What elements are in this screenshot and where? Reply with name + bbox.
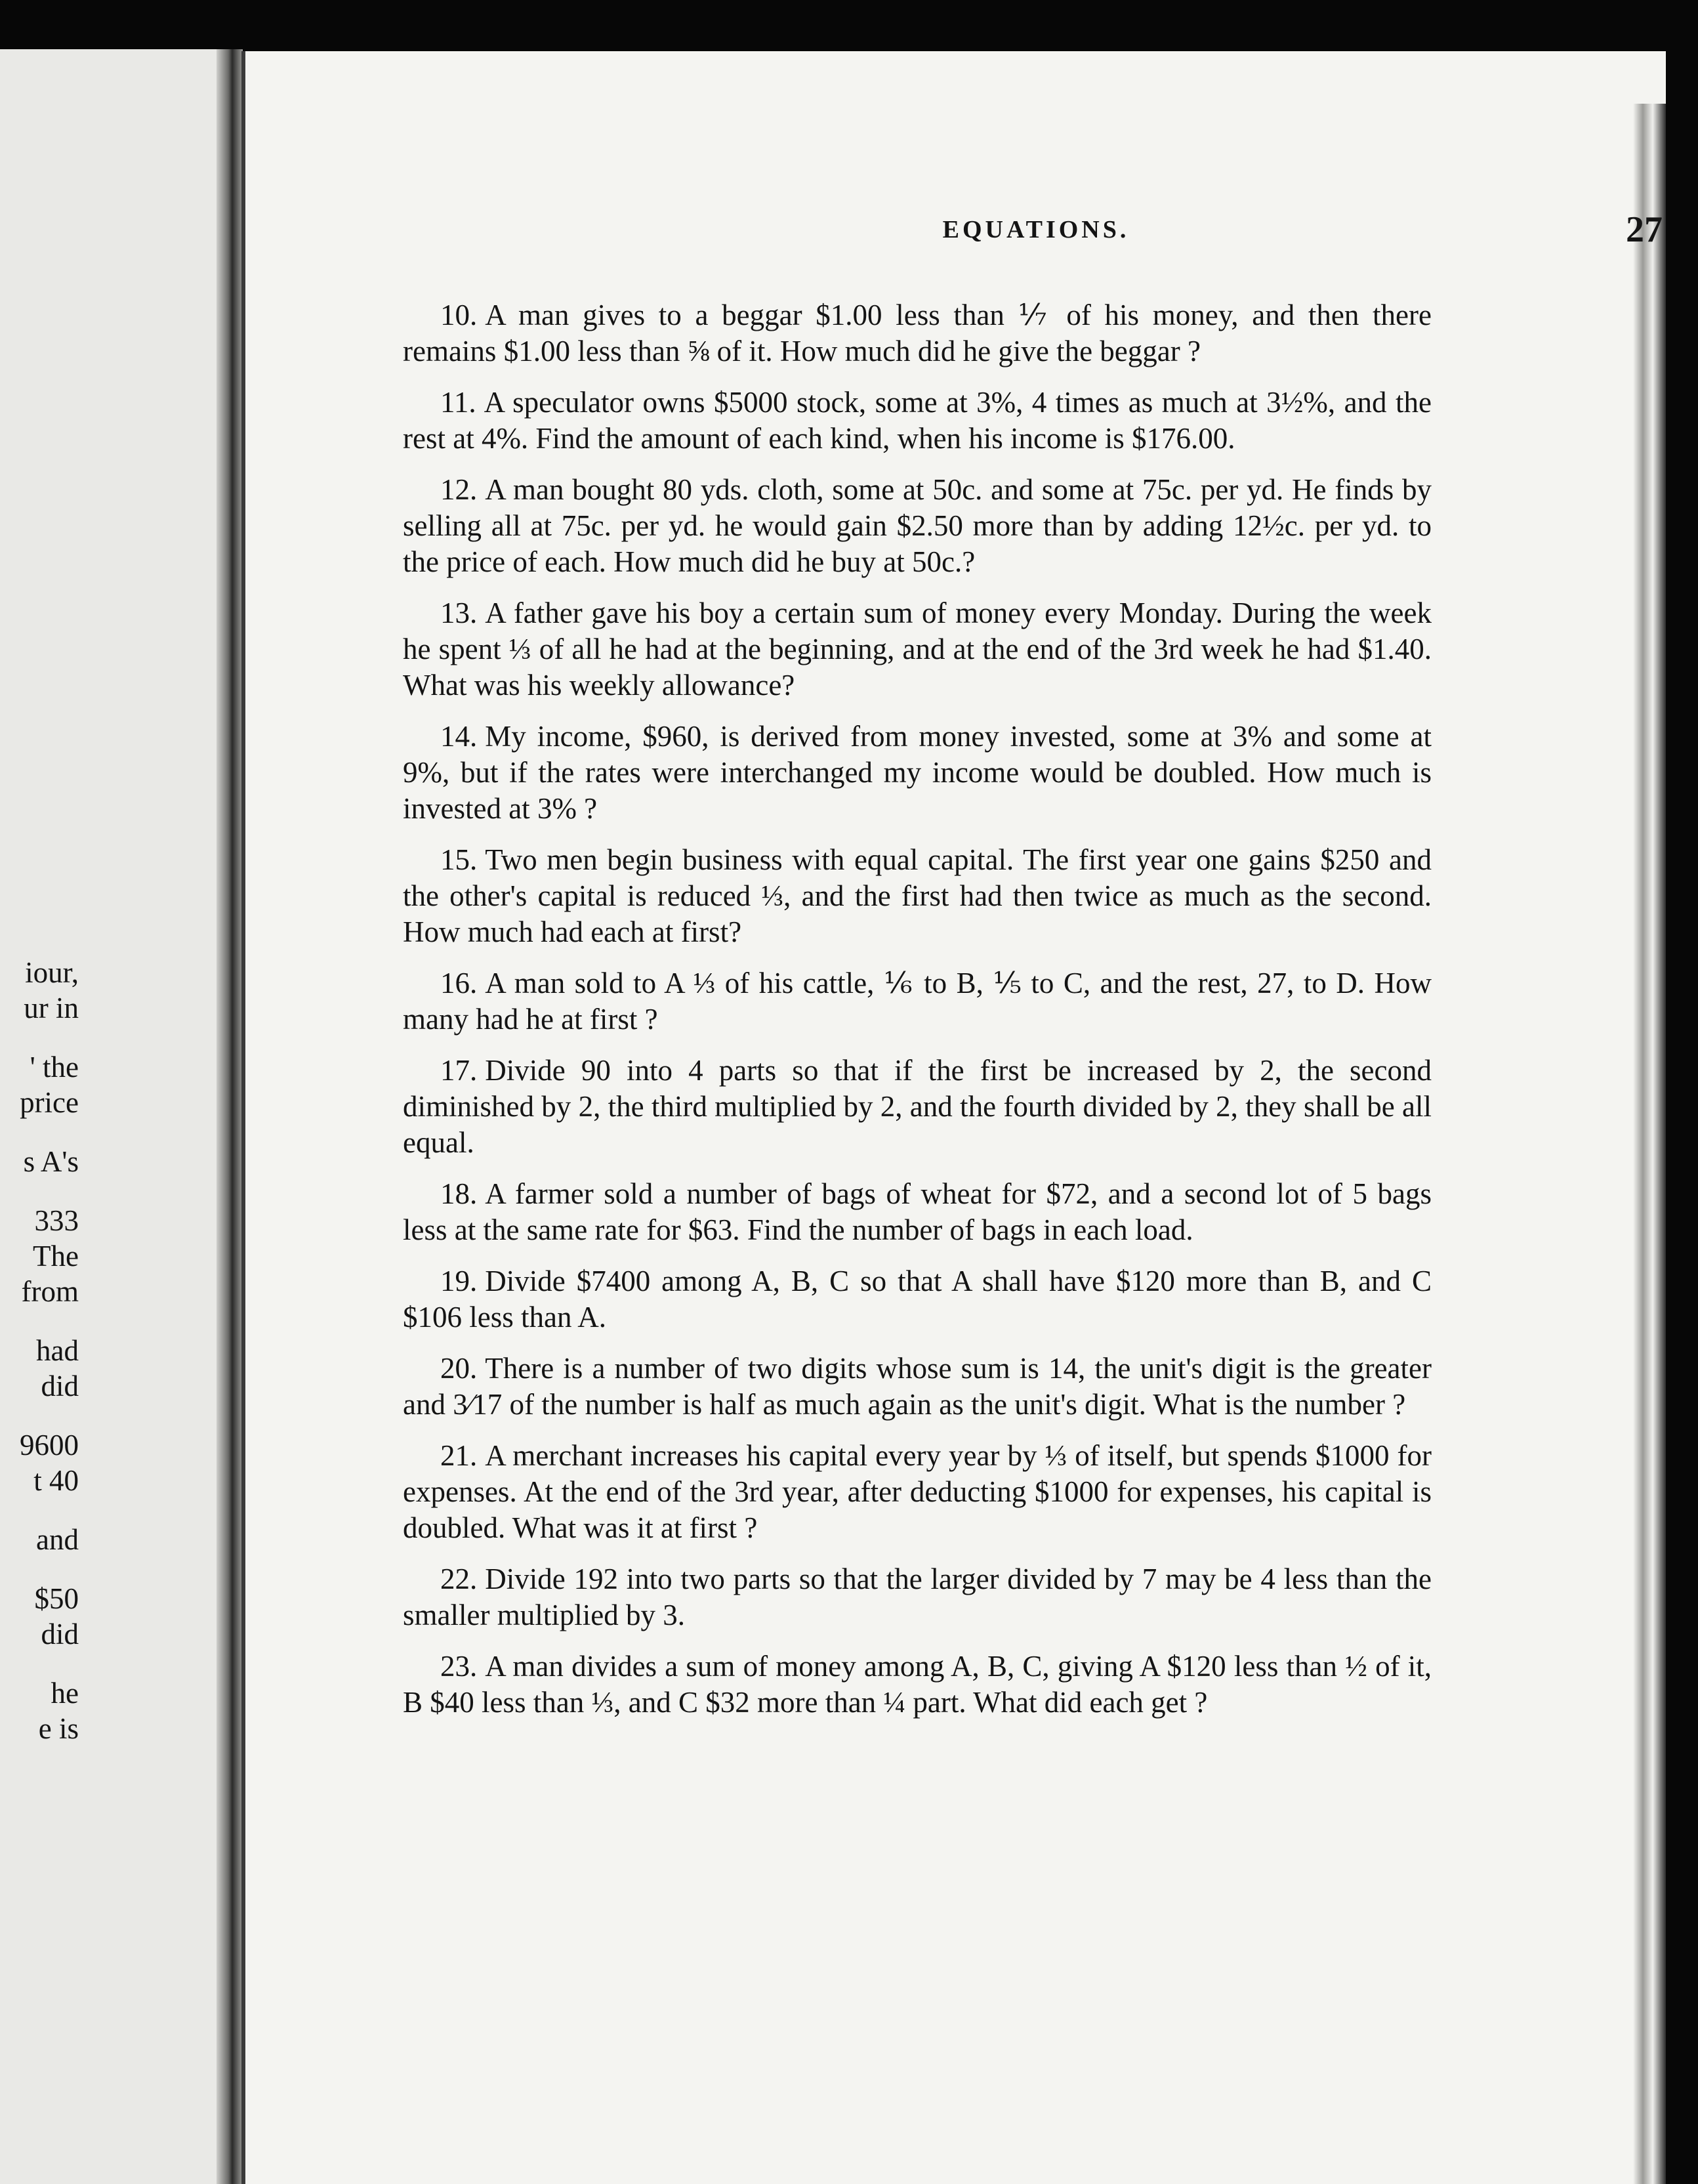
left-fragment (0, 1309, 79, 1333)
left-fragment (0, 1557, 79, 1581)
left-fragment: did (41, 1618, 79, 1650)
left-fragment: and (36, 1523, 79, 1556)
left-fragment: iour, (25, 956, 79, 989)
problem-text: A man sold to A ⅓ of his cattle, ⅙ to B, ⅕ to C, and the rest, 27, to D. How many had he at first ? (403, 967, 1432, 1036)
problem-number: 22. (440, 1563, 478, 1595)
problem-10 (403, 297, 1432, 369)
left-fragment: $50 (34, 1582, 79, 1615)
problem-text: Divide 192 into two parts so that the larger divided by 7 may be 4 less than the smaller multiplied by 3. (403, 1563, 1432, 1631)
problem-number: 23. (440, 1650, 478, 1683)
problem-number: 21. (440, 1439, 478, 1472)
book-gutter (217, 49, 243, 2184)
problem-21 (403, 1438, 1432, 1546)
left-page-text-fragments (0, 955, 79, 1746)
problem-number: 11. (440, 386, 476, 419)
problem-12 (403, 472, 1432, 580)
left-fragment (0, 1652, 79, 1675)
problem-text: My income, $960, is derived from money invested, some at 3% and some at 9%, but if the rates were interchanged my income would be doubled. How much is invested at 3% ? (403, 720, 1432, 825)
problem-number: 20. (440, 1352, 478, 1385)
problem-text: A man bought 80 yds. cloth, some at 50c. and some at 75c. per yd. He finds by selling all at 75c. per yd. he would gain $2.50 more than by adding 12½c. per yd. to the price of each. How much did he buy at 50c.? (403, 473, 1432, 578)
problem-15 (403, 842, 1432, 950)
left-fragment: 9600 (20, 1429, 79, 1461)
left-fragment (0, 1120, 79, 1144)
problem-number: 13. (440, 597, 478, 629)
problem-20 (403, 1351, 1432, 1423)
problem-number: 19. (440, 1265, 478, 1297)
problem-text: A farmer sold a number of bags of wheat for $72, and a second lot of 5 bags less at the same rate for $63. Find the number of bags in each load. (403, 1177, 1432, 1246)
left-fragment: s A's (23, 1145, 79, 1178)
problem-13 (403, 595, 1432, 704)
problem-number: 14. (440, 720, 478, 753)
left-fragment (0, 1026, 79, 1049)
problem-text: A father gave his boy a certain sum of money every Monday. During the week he spent ⅓ of all he had at the beginning, and at the end of the 3rd week he had $1.40. What was his weekly allowance? (403, 597, 1432, 702)
problem-18 (403, 1176, 1432, 1248)
problem-23 (403, 1648, 1432, 1721)
problem-11 (403, 385, 1432, 457)
left-fragment: e is (38, 1712, 79, 1745)
problem-list (403, 297, 1432, 1736)
left-fragment: from (21, 1275, 79, 1308)
left-fragment: price (20, 1086, 79, 1119)
problem-text: A speculator owns $5000 stock, some at 3%, 4 times as much at 3½%, and the rest at 4%. Find the amount of each kind, when his income is $176.00. (403, 386, 1432, 455)
problem-text: A man gives to a beggar $1.00 less than ⅐ of his money, and then there remains $1.00 less than ⅝ of it. How much did he give the beggar ? (403, 299, 1432, 368)
problem-text: Divide 90 into 4 parts so that if the first be increased by 2, the second diminished by 2, the third multiplied by 2, and the fourth divided by 2, they shall be all equal. (403, 1054, 1432, 1159)
left-fragment: ur in (24, 992, 79, 1024)
problem-number: 15. (440, 843, 478, 876)
left-fragment (0, 1179, 79, 1203)
problem-text: Two men begin business with equal capital. The first year one gains $250 and the other's capital is reduced ⅓, and the first had then twice as much as the second. How much had each at first? (403, 843, 1432, 948)
running-head (403, 209, 1669, 261)
left-fragment (0, 1498, 79, 1522)
problem-17 (403, 1053, 1432, 1161)
page-edge (1633, 104, 1666, 2184)
left-fragment: he (51, 1677, 79, 1710)
problem-number: 17. (440, 1054, 478, 1087)
problem-number: 10. (440, 299, 478, 331)
problem-text: Divide $7400 among A, B, C so that A shall have $120 more than B, and C $106 less than A. (403, 1265, 1432, 1334)
problem-22 (403, 1561, 1432, 1633)
right-page (241, 51, 1666, 2184)
left-fragment: did (41, 1370, 79, 1402)
problem-text: A man divides a sum of money among A, B, C, giving A $120 less than ½ of it, B $40 less than ⅓, and C $32 more than ¼ part. What did each get ? (403, 1650, 1432, 1719)
problem-text: There is a number of two digits whose sum is 14, the unit's digit is the greater and 3⁄17 of the number is half as much again as the unit's digit. What is the number ? (403, 1352, 1432, 1421)
running-title: EQUATIONS. (942, 216, 1130, 243)
problem-19 (403, 1263, 1432, 1335)
problem-number: 12. (440, 473, 478, 506)
left-fragment: The (33, 1240, 79, 1272)
problem-16 (403, 965, 1432, 1038)
problem-14 (403, 719, 1432, 827)
left-fragment: t 40 (33, 1464, 79, 1497)
left-fragment: ' the (30, 1051, 79, 1083)
problem-number: 18. (440, 1177, 478, 1210)
page-number: 27 (1626, 209, 1663, 250)
left-fragment (0, 1404, 79, 1427)
left-fragment: 333 (34, 1204, 79, 1237)
left-page (0, 49, 236, 2184)
left-fragment: had (36, 1334, 79, 1367)
problem-text: A merchant increases his capital every year by ⅓ of itself, but spends $1000 for expenses. At the end of the 3rd year, after deducting $1000 for expenses, his capital is doubled. What was it at first ? (403, 1439, 1432, 1544)
problem-number: 16. (440, 967, 478, 999)
